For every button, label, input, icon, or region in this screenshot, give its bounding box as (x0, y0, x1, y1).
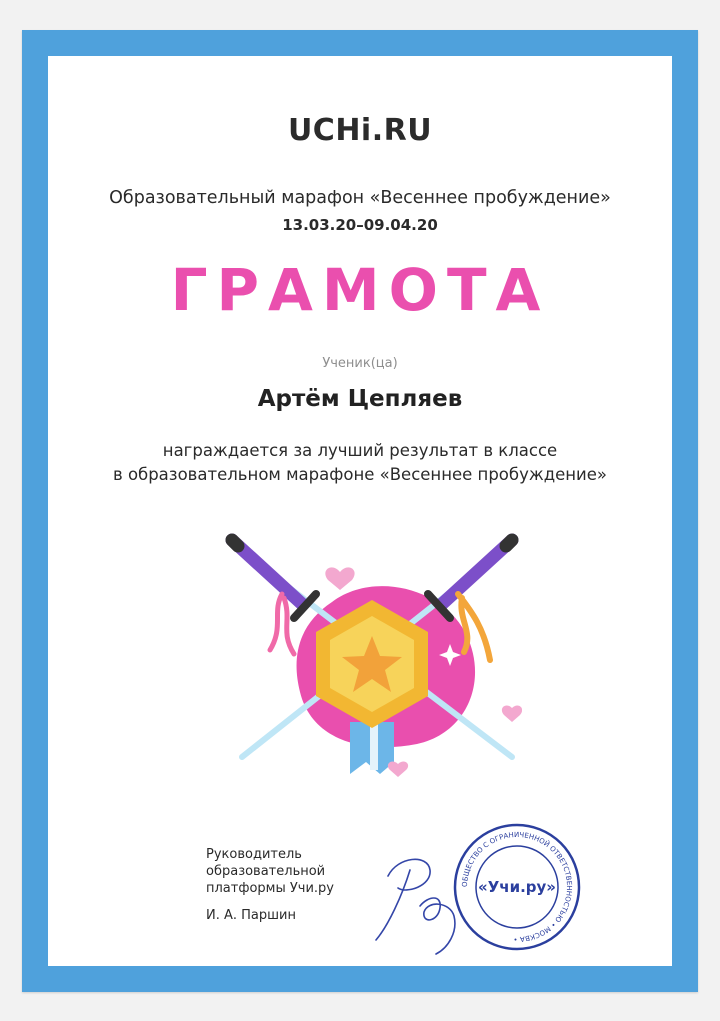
award-line-1: награждается за лучший результат в классе (162, 441, 558, 460)
heart-icon-bottom (388, 762, 408, 777)
signer-name: И. А. Паршин (206, 908, 296, 923)
award-line-2: в образовательном марафоне «Весеннее пробуждение» (112, 465, 608, 484)
heart-icon-right (502, 706, 522, 722)
signer-line-3: платформы Учи.ру (206, 881, 335, 896)
marathon-dates: 13.03.20–09.04.20 (282, 216, 438, 234)
round-stamp (452, 822, 582, 952)
certificate-heading: ГРАМОТА (170, 256, 550, 324)
student-name: Артём Цепляев (257, 386, 463, 412)
stamp-center-text: «Учи.ру» (478, 878, 556, 896)
stamp-ring-text: ОБЩЕСТВО С ОГРАНИЧЕННОЙ ОТВЕТСТВЕННОСТЬЮ • МОСКВА • (460, 830, 574, 944)
emblem-illustration (222, 532, 522, 782)
signer-line-2: образовательной (206, 864, 326, 879)
heart-icon-top (325, 567, 354, 590)
uchi-ru-logo: UCHi.RU (287, 113, 433, 148)
signer-line-1: Руководитель (206, 847, 302, 862)
left-ribbon (270, 594, 294, 654)
certificate-paper (48, 56, 672, 966)
student-label: Ученик(ца) (322, 356, 398, 371)
right-ribbon (458, 594, 490, 660)
award-text (48, 439, 672, 487)
signer-block (206, 846, 334, 924)
marathon-title: Образовательный марафон «Весеннее пробуждение» (109, 188, 611, 208)
certificate-frame (22, 30, 698, 992)
